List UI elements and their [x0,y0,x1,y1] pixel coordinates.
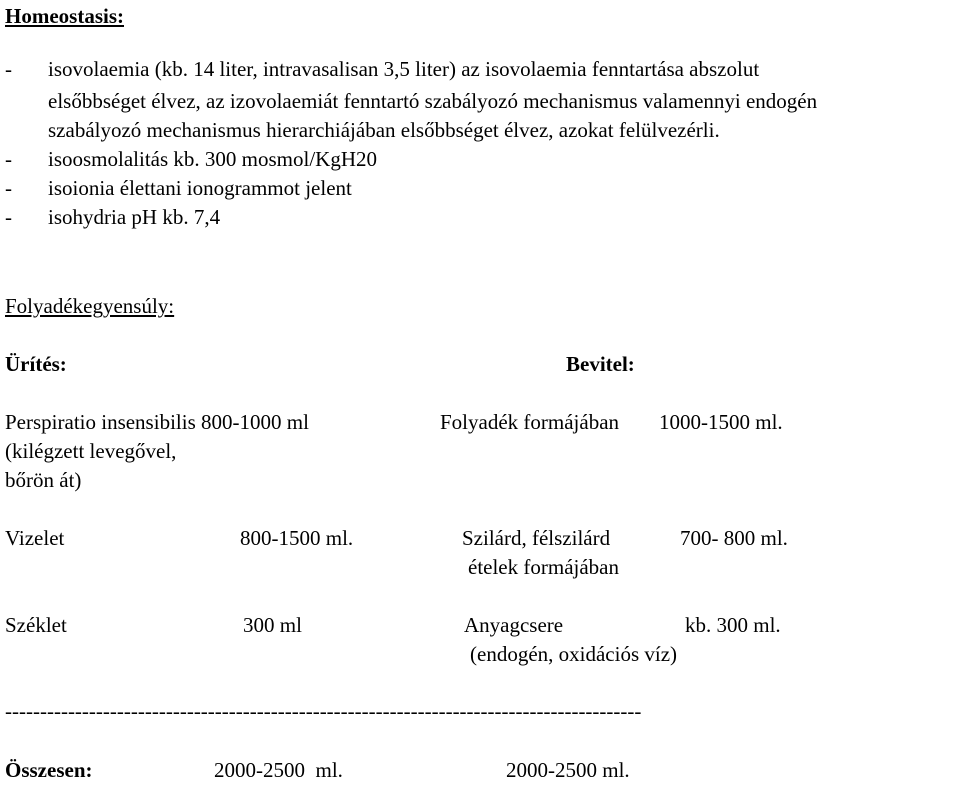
column-header-output: Ürítés: [5,352,67,376]
row-vizelet-label: Vizelet [5,526,65,550]
bullet-isovolaemia-line3: szabályozó mechanismus hierarchiájában elsőbbséget élvez, azokat felülvezérli. [48,118,720,142]
bullet-isoionia-text: isoionia élettani ionogrammot jelent [48,176,352,200]
bullet-dash: - [5,176,12,200]
row-perspiratio-input-label: Folyadék formájában [440,410,620,434]
row-perspiratio-input-value: 1000-1500 ml. [659,410,783,434]
row-szeklet-input-label2: (endogén, oxidációs víz) [470,642,678,666]
row-vizelet-input-value: 700- 800 ml. [680,526,788,550]
bullet-isovolaemia-line1: isovolaemia (kb. 14 liter, intravasalisan 3,5 liter) az isovolaemia fenntartása abszolut [48,57,760,81]
row-vizelet-value: 800-1500 ml. [240,526,354,550]
row-vizelet-input-label1: Szilárd, félszilárd [462,526,611,550]
bullet-dash: - [5,205,12,229]
row-szeklet-label: Széklet [5,613,67,637]
bullet-dash: - [5,57,12,81]
row-total-input-value: 2000-2500 ml. [506,758,630,782]
row-szeklet-value: 300 ml [243,613,302,637]
row-total-label: Összesen: [5,758,93,782]
fluid-balance-title: Folyadékegyensúly: [5,294,175,318]
page-title: Homeostasis: [5,4,124,28]
bullet-isovolaemia-line2: elsőbbséget élvez, az izovolaemiát fenntartó szabályozó mechanismus valamennyi endogén [48,89,818,113]
row-perspiratio-note2: bőrön át) [5,468,82,492]
dashed-separator: ------------------------------------------------------------------------------------------- [5,699,642,723]
row-vizelet-input-label2: ételek formájában [468,555,619,579]
row-perspiratio-note1: (kilégzett levegővel, [5,439,177,463]
bullet-dash: - [5,147,12,171]
bullet-isohydria-text: isohydria pH kb. 7,4 [48,205,221,229]
row-szeklet-input-value: kb. 300 ml. [685,613,781,637]
row-szeklet-input-label1: Anyagcsere [464,613,564,637]
column-header-input: Bevitel: [566,352,635,376]
row-total-output-value: 2000-2500 ml. [214,758,343,782]
bullet-isoosmolalitas-text: isoosmolalitás kb. 300 mosmol/KgH20 [48,147,378,171]
row-perspiratio-label: Perspiratio insensibilis 800-1000 ml [5,410,309,434]
